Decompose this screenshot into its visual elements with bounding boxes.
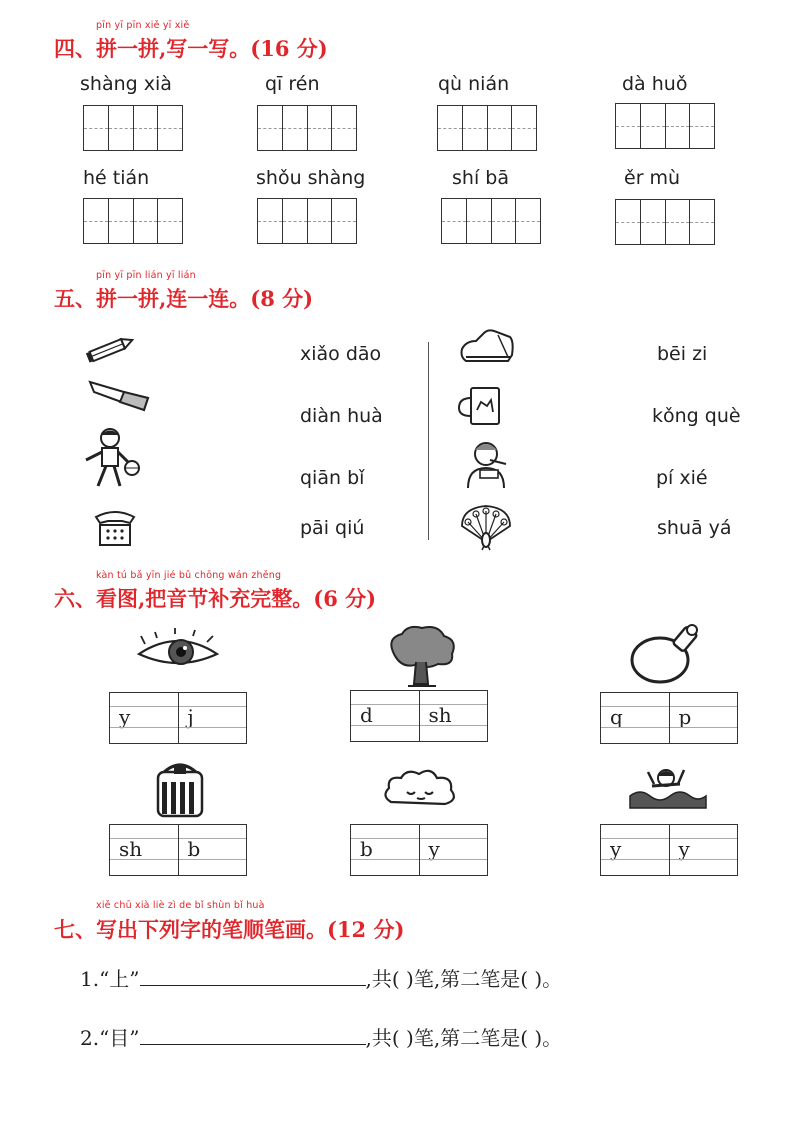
initial-letter: q (610, 705, 623, 729)
writing-grid[interactable] (83, 105, 183, 151)
initial-letter: b (187, 837, 201, 861)
section5-ruby: pīn yī pīn lián yī lián (96, 270, 196, 281)
initial-letter: sh (428, 703, 452, 727)
eye-icon[interactable] (135, 632, 221, 676)
section6-ruby: kàn tú bǎ yīn jié bǔ chōng wán zhěng (96, 570, 282, 581)
left-pinyin: pāi qiú (300, 517, 365, 539)
pinyin-prompt: ěr mù (624, 167, 681, 189)
pinyin-prompt: qù nián (438, 73, 510, 95)
stroke-order-question (80, 963, 562, 992)
peacock-icon[interactable] (458, 502, 514, 550)
initial-letter: d (360, 703, 373, 727)
initial-letter: sh (119, 837, 143, 861)
syllable-box[interactable] (600, 824, 738, 876)
answer-blank[interactable] (140, 1024, 366, 1045)
pinyin-prompt: shàng xià (80, 73, 172, 95)
initial-letter: j (187, 705, 194, 729)
syllable-box[interactable] (109, 824, 247, 876)
shoe-icon[interactable] (458, 327, 516, 367)
ping-pong-paddle-icon[interactable] (626, 620, 706, 684)
syllable-box[interactable] (109, 692, 247, 744)
section6-title: 六、看图,把音节补充完整。(6 分) (54, 586, 377, 611)
pinyin-prompt: dà huǒ (622, 73, 688, 95)
question-suffix: ,共( )笔,第二笔是( )。 (365, 1026, 563, 1050)
tree-icon[interactable] (384, 624, 460, 688)
writing-grid[interactable] (257, 198, 357, 244)
right-pinyin: shuā yá (657, 517, 732, 539)
initial-letter: p (678, 705, 692, 729)
right-pinyin: kǒng què (652, 405, 741, 427)
syllable-box[interactable] (600, 692, 738, 744)
question-prefix: 2.“目” (80, 1026, 140, 1050)
stroke-order-question (80, 1022, 562, 1051)
pinyin-prompt: shǒu shàng (256, 167, 366, 189)
answer-blank[interactable] (140, 965, 366, 986)
left-pinyin: diàn huà (300, 405, 383, 427)
writing-grid[interactable] (441, 198, 541, 244)
column-divider (428, 342, 429, 540)
section7-title: 七、写出下列字的笔顺笔画。(12 分) (54, 917, 405, 942)
initial-letter: y (678, 837, 690, 861)
pencil-icon[interactable] (84, 335, 136, 363)
question-suffix: ,共( )笔,第二笔是( )。 (365, 967, 563, 991)
writing-grid[interactable] (615, 199, 715, 245)
cup-icon[interactable] (457, 384, 505, 428)
writing-grid[interactable] (83, 198, 183, 244)
boy-ball-icon[interactable] (80, 426, 142, 492)
section7-ruby: xiě chū xià liè zì de bǐ shùn bǐ huà (96, 900, 265, 911)
pinyin-prompt: qī rén (265, 73, 320, 95)
pinyin-prompt: shí bā (452, 167, 509, 189)
syllable-box[interactable] (350, 690, 488, 742)
initial-letter: y (610, 837, 622, 861)
writing-grid[interactable] (257, 105, 357, 151)
brushing-teeth-icon[interactable] (462, 438, 512, 490)
initial-letter: y (119, 705, 131, 729)
knife-icon[interactable] (86, 378, 152, 414)
telephone-icon[interactable] (92, 507, 138, 549)
cloud-icon[interactable] (381, 766, 461, 812)
writing-grid[interactable] (615, 103, 715, 149)
pinyin-prompt: hé tián (83, 167, 150, 189)
left-pinyin: qiān bǐ (300, 467, 365, 489)
swimming-icon[interactable] (626, 762, 708, 814)
question-prefix: 1.“上” (80, 967, 140, 991)
left-pinyin: xiǎo dāo (300, 343, 382, 365)
right-pinyin: pí xié (656, 467, 708, 489)
syllable-box[interactable] (350, 824, 488, 876)
schoolbag-icon[interactable] (150, 756, 210, 820)
section5-title: 五、拼一拼,连一连。(8 分) (54, 286, 314, 311)
section4-ruby: pīn yī pīn xiě yī xiě (96, 20, 190, 31)
initial-letter: y (428, 837, 440, 861)
writing-grid[interactable] (437, 105, 537, 151)
initial-letter: b (360, 837, 373, 861)
right-pinyin: bēi zi (657, 343, 708, 365)
section4-title: 四、拼一拼,写一写。(16 分) (54, 36, 328, 61)
